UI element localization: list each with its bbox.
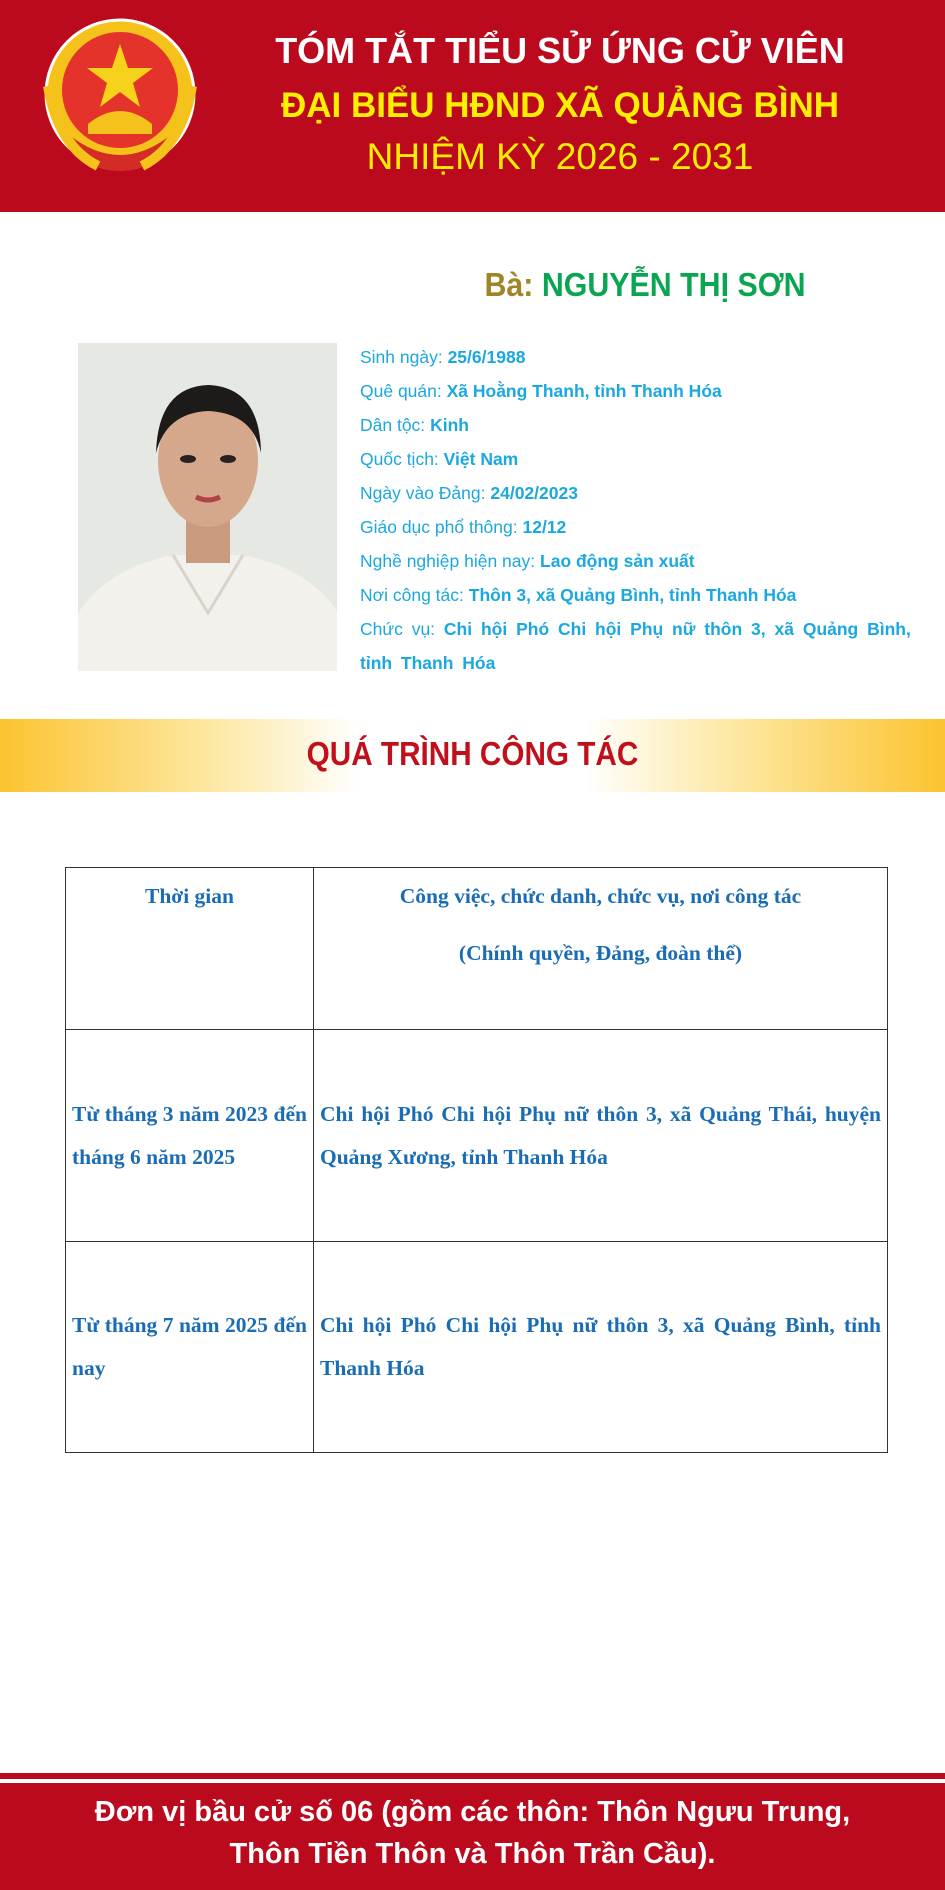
header-work xyxy=(314,868,888,1030)
footer-line-1: Đơn vị bầu cử số 06 (gồm các thôn: Thôn Ngưu Trung, xyxy=(94,1796,851,1828)
info-occupation xyxy=(360,544,930,578)
info-ethnicity xyxy=(360,408,930,442)
candidate-name xyxy=(328,266,945,304)
candidate-info xyxy=(360,340,930,680)
row-work: Chi hội Phó Chi hội Phụ nữ thôn 3, xã Quảng Bình, tỉnh Thanh Hóa xyxy=(314,1242,888,1453)
info-label: Ngày vào Đảng: xyxy=(360,483,486,503)
footer-line-2: Thôn Tiền Thôn và Thôn Trần Cầu). xyxy=(229,1838,716,1870)
row-work: Chi hội Phó Chi hội Phụ nữ thôn 3, xã Quảng Thái, huyện Quảng Xương, tỉnh Thanh Hóa xyxy=(314,1030,888,1242)
info-position xyxy=(360,612,930,680)
header-work-text: Công việc, chức danh, chức vụ, nơi công tác xyxy=(399,884,802,908)
info-birthdate xyxy=(360,340,930,374)
info-value: 24/02/2023 xyxy=(490,483,578,503)
section-title: QUÁ TRÌNH CÔNG TÁC xyxy=(306,735,639,772)
table-row xyxy=(66,1242,888,1453)
info-value: Việt Nam xyxy=(443,449,519,469)
table-header-row xyxy=(66,868,888,1030)
info-nationality xyxy=(360,442,930,476)
info-party-date xyxy=(360,476,930,510)
work-history-table xyxy=(65,867,888,1453)
info-label: Nơi công tác: xyxy=(360,585,464,605)
title-line-3: NHIỆM KỲ 2026 - 2031 xyxy=(366,136,754,177)
info-label: Nghề nghiệp hiện nay: xyxy=(360,551,536,571)
title-line-2: ĐẠI BIỂU HĐND XÃ QUẢNG BÌNH xyxy=(280,86,840,125)
header-time xyxy=(66,868,314,1030)
row-time: Từ tháng 3 năm 2023 đến tháng 6 năm 2025 xyxy=(66,1030,314,1242)
info-value: 12/12 xyxy=(522,517,567,537)
footer-banner xyxy=(0,1783,945,1890)
info-label: Giáo dục phổ thông: xyxy=(360,517,518,537)
info-label: Sinh ngày: xyxy=(360,347,443,367)
info-label: Quốc tịch: xyxy=(360,449,439,469)
info-label: Dân tộc: xyxy=(360,415,426,435)
header-work-subtext: (Chính quyền, Đảng, đoàn thể) xyxy=(458,941,743,965)
footer-divider xyxy=(0,1773,945,1779)
info-education xyxy=(360,510,930,544)
header-time-text: Thời gian xyxy=(145,884,234,908)
info-hometown xyxy=(360,374,930,408)
candidate-photo xyxy=(78,343,337,671)
title-line-1: TÓM TẮT TIỂU SỬ ỨNG CỬ VIÊN xyxy=(275,30,845,71)
info-label: Chức vụ: xyxy=(360,619,436,639)
info-value: Xã Hoằng Thanh, tỉnh Thanh Hóa xyxy=(446,381,722,401)
info-value: Thôn 3, xã Quảng Bình, tỉnh Thanh Hóa xyxy=(468,585,797,605)
table-row xyxy=(66,1030,888,1242)
info-value: Kinh xyxy=(430,415,469,435)
info-label: Quê quán: xyxy=(360,381,442,401)
national-emblem-icon xyxy=(38,16,202,184)
info-value: Chi hội Phó Chi hội Phụ nữ thôn 3, xã Quảng Bình, tỉnh Thanh Hóa xyxy=(360,619,911,673)
row-time: Từ tháng 7 năm 2025 đến nay xyxy=(66,1242,314,1453)
info-value: 25/6/1988 xyxy=(447,347,526,367)
info-value: Lao động sản xuất xyxy=(540,551,695,571)
name-prefix: Bà: xyxy=(484,266,534,303)
name-text: NGUYỄN THỊ SƠN xyxy=(541,266,806,303)
info-workplace xyxy=(360,578,930,612)
